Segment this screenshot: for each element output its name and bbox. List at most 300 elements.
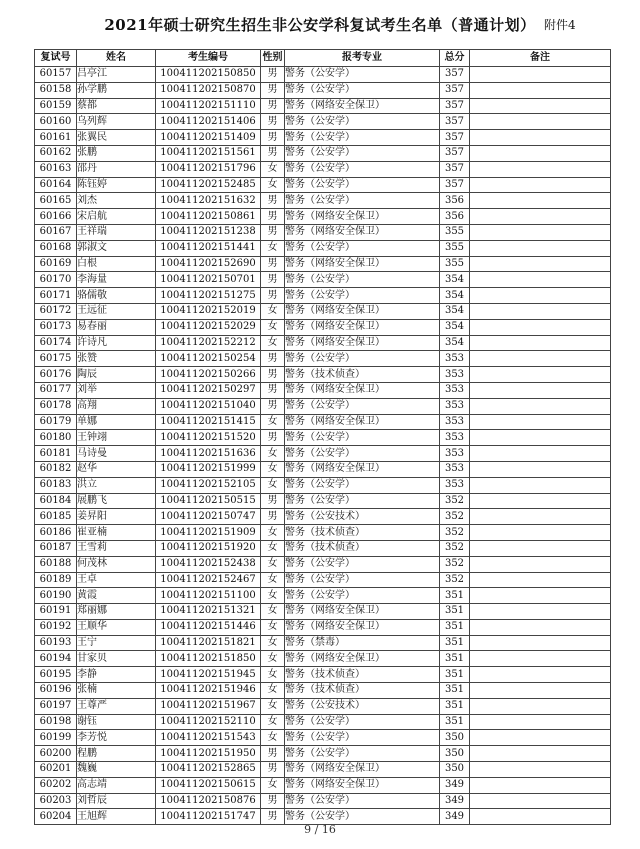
cell-major: 警务（公安学） bbox=[285, 67, 440, 83]
cell-major: 警务（公安学） bbox=[285, 351, 440, 367]
cell-major: 警务（公安学） bbox=[285, 793, 440, 809]
cell-exam-no: 60162 bbox=[35, 145, 77, 161]
table-row bbox=[35, 288, 611, 304]
cell-score: 354 bbox=[440, 272, 470, 288]
table-row bbox=[35, 556, 611, 572]
cell-gender: 男 bbox=[261, 98, 285, 114]
cell-score: 351 bbox=[440, 604, 470, 620]
cell-gender: 女 bbox=[261, 461, 285, 477]
cell-name: 黄霞 bbox=[77, 588, 156, 604]
cell-exam-no: 60204 bbox=[35, 809, 77, 825]
cell-gender: 男 bbox=[261, 351, 285, 367]
cell-major: 警务（网络安全保卫） bbox=[285, 777, 440, 793]
table-row bbox=[35, 114, 611, 130]
cell-candidate-id: 100411202151909 bbox=[156, 525, 261, 541]
table-row bbox=[35, 430, 611, 446]
cell-name: 王宁 bbox=[77, 635, 156, 651]
cell-remarks bbox=[470, 177, 611, 193]
cell-gender: 男 bbox=[261, 145, 285, 161]
cell-exam-no: 60169 bbox=[35, 256, 77, 272]
cell-score: 357 bbox=[440, 130, 470, 146]
header-name: 姓名 bbox=[77, 50, 156, 67]
table-row bbox=[35, 398, 611, 414]
cell-remarks bbox=[470, 288, 611, 304]
cell-score: 355 bbox=[440, 256, 470, 272]
cell-exam-no: 60190 bbox=[35, 588, 77, 604]
cell-candidate-id: 100411202151561 bbox=[156, 145, 261, 161]
cell-remarks bbox=[470, 67, 611, 83]
cell-name: 刘举 bbox=[77, 382, 156, 398]
cell-exam-no: 60172 bbox=[35, 303, 77, 319]
table-row bbox=[35, 446, 611, 462]
cell-name: 许诗凡 bbox=[77, 335, 156, 351]
cell-exam-no: 60176 bbox=[35, 367, 77, 383]
cell-major: 警务（公安学） bbox=[285, 556, 440, 572]
cell-remarks bbox=[470, 398, 611, 414]
cell-remarks bbox=[470, 430, 611, 446]
cell-remarks bbox=[470, 604, 611, 620]
cell-major: 警务（禁毒） bbox=[285, 635, 440, 651]
cell-major: 警务（公安学） bbox=[285, 446, 440, 462]
cell-remarks bbox=[470, 224, 611, 240]
cell-exam-no: 60200 bbox=[35, 746, 77, 762]
cell-remarks bbox=[470, 335, 611, 351]
cell-gender: 女 bbox=[261, 730, 285, 746]
cell-major: 警务（技术侦查） bbox=[285, 367, 440, 383]
cell-major: 警务（网络安全保卫） bbox=[285, 604, 440, 620]
cell-score: 353 bbox=[440, 430, 470, 446]
cell-candidate-id: 100411202152865 bbox=[156, 762, 261, 778]
cell-score: 352 bbox=[440, 493, 470, 509]
cell-remarks bbox=[470, 161, 611, 177]
cell-remarks bbox=[470, 540, 611, 556]
cell-gender: 女 bbox=[261, 161, 285, 177]
cell-exam-no: 60174 bbox=[35, 335, 77, 351]
cell-candidate-id: 100411202150850 bbox=[156, 67, 261, 83]
cell-remarks bbox=[470, 477, 611, 493]
cell-candidate-id: 100411202150515 bbox=[156, 493, 261, 509]
cell-major: 警务（公安学） bbox=[285, 240, 440, 256]
table-row bbox=[35, 82, 611, 98]
table-row bbox=[35, 667, 611, 683]
cell-score: 352 bbox=[440, 509, 470, 525]
table-row bbox=[35, 256, 611, 272]
table-row bbox=[35, 98, 611, 114]
cell-exam-no: 60185 bbox=[35, 509, 77, 525]
cell-score: 352 bbox=[440, 525, 470, 541]
cell-major: 警务（公安学） bbox=[285, 130, 440, 146]
cell-gender: 男 bbox=[261, 509, 285, 525]
cell-score: 357 bbox=[440, 67, 470, 83]
cell-remarks bbox=[470, 82, 611, 98]
cell-exam-no: 60178 bbox=[35, 398, 77, 414]
cell-name: 赵华 bbox=[77, 461, 156, 477]
cell-remarks bbox=[470, 446, 611, 462]
cell-score: 357 bbox=[440, 177, 470, 193]
table-row bbox=[35, 651, 611, 667]
cell-remarks bbox=[470, 303, 611, 319]
cell-gender: 男 bbox=[261, 288, 285, 304]
cell-exam-no: 60168 bbox=[35, 240, 77, 256]
cell-major: 警务（公安学） bbox=[285, 714, 440, 730]
cell-exam-no: 60189 bbox=[35, 572, 77, 588]
cell-remarks bbox=[470, 730, 611, 746]
cell-exam-no: 60170 bbox=[35, 272, 77, 288]
document-title: 2021年硕士研究生招生非公安学科复试考生名单（普通计划） bbox=[104, 16, 536, 34]
table-row bbox=[35, 730, 611, 746]
cell-candidate-id: 100411202152438 bbox=[156, 556, 261, 572]
cell-gender: 男 bbox=[261, 762, 285, 778]
cell-candidate-id: 100411202150861 bbox=[156, 209, 261, 225]
cell-name: 王旭辉 bbox=[77, 809, 156, 825]
cell-remarks bbox=[470, 193, 611, 209]
cell-name: 孙学鹏 bbox=[77, 82, 156, 98]
table-row bbox=[35, 540, 611, 556]
cell-name: 李静 bbox=[77, 667, 156, 683]
cell-name: 张翼民 bbox=[77, 130, 156, 146]
cell-gender: 女 bbox=[261, 240, 285, 256]
cell-score: 353 bbox=[440, 398, 470, 414]
cell-remarks bbox=[470, 793, 611, 809]
cell-candidate-id: 100411202151636 bbox=[156, 446, 261, 462]
cell-candidate-id: 100411202151999 bbox=[156, 461, 261, 477]
cell-name: 王顺华 bbox=[77, 619, 156, 635]
cell-gender: 女 bbox=[261, 651, 285, 667]
cell-name: 邵丹 bbox=[77, 161, 156, 177]
cell-gender: 女 bbox=[261, 777, 285, 793]
cell-gender: 男 bbox=[261, 256, 285, 272]
cell-score: 355 bbox=[440, 240, 470, 256]
cell-name: 易春丽 bbox=[77, 319, 156, 335]
cell-name: 郑丽娜 bbox=[77, 604, 156, 620]
table-row bbox=[35, 635, 611, 651]
cell-name: 蔡都 bbox=[77, 98, 156, 114]
table-header-row bbox=[35, 50, 611, 67]
cell-candidate-id: 100411202151543 bbox=[156, 730, 261, 746]
cell-remarks bbox=[470, 382, 611, 398]
cell-exam-no: 60199 bbox=[35, 730, 77, 746]
cell-gender: 女 bbox=[261, 667, 285, 683]
cell-candidate-id: 100411202151446 bbox=[156, 619, 261, 635]
cell-candidate-id: 100411202151946 bbox=[156, 683, 261, 699]
cell-major: 警务（网络安全保卫） bbox=[285, 319, 440, 335]
header-exam-no: 复试号 bbox=[35, 50, 77, 67]
cell-remarks bbox=[470, 588, 611, 604]
cell-name: 程鹏 bbox=[77, 746, 156, 762]
cell-exam-no: 60166 bbox=[35, 209, 77, 225]
cell-candidate-id: 100411202151747 bbox=[156, 809, 261, 825]
cell-exam-no: 60161 bbox=[35, 130, 77, 146]
cell-major: 警务（网络安全保卫） bbox=[285, 98, 440, 114]
cell-exam-no: 60181 bbox=[35, 446, 77, 462]
cell-score: 351 bbox=[440, 619, 470, 635]
cell-score: 353 bbox=[440, 461, 470, 477]
cell-gender: 女 bbox=[261, 177, 285, 193]
table-row bbox=[35, 367, 611, 383]
cell-remarks bbox=[470, 651, 611, 667]
cell-major: 警务（公安学） bbox=[285, 809, 440, 825]
cell-candidate-id: 100411202150747 bbox=[156, 509, 261, 525]
cell-exam-no: 60188 bbox=[35, 556, 77, 572]
cell-score: 353 bbox=[440, 351, 470, 367]
cell-candidate-id: 100411202151632 bbox=[156, 193, 261, 209]
table-row bbox=[35, 335, 611, 351]
cell-candidate-id: 100411202150615 bbox=[156, 777, 261, 793]
cell-remarks bbox=[470, 240, 611, 256]
table-row bbox=[35, 319, 611, 335]
cell-exam-no: 60180 bbox=[35, 430, 77, 446]
cell-gender: 女 bbox=[261, 635, 285, 651]
table-row bbox=[35, 461, 611, 477]
cell-score: 353 bbox=[440, 382, 470, 398]
cell-major: 警务（公安技术） bbox=[285, 509, 440, 525]
cell-exam-no: 60202 bbox=[35, 777, 77, 793]
cell-score: 352 bbox=[440, 572, 470, 588]
cell-score: 353 bbox=[440, 477, 470, 493]
cell-gender: 女 bbox=[261, 683, 285, 699]
cell-score: 351 bbox=[440, 714, 470, 730]
table-row bbox=[35, 619, 611, 635]
cell-score: 351 bbox=[440, 635, 470, 651]
cell-candidate-id: 100411202150266 bbox=[156, 367, 261, 383]
table-row bbox=[35, 588, 611, 604]
cell-name: 王雪莉 bbox=[77, 540, 156, 556]
cell-gender: 男 bbox=[261, 793, 285, 809]
cell-major: 警务（技术侦查） bbox=[285, 540, 440, 556]
cell-candidate-id: 100411202152212 bbox=[156, 335, 261, 351]
cell-exam-no: 60167 bbox=[35, 224, 77, 240]
cell-remarks bbox=[470, 256, 611, 272]
cell-major: 警务（公安学） bbox=[285, 193, 440, 209]
table-row bbox=[35, 272, 611, 288]
cell-gender: 女 bbox=[261, 698, 285, 714]
cell-exam-no: 60182 bbox=[35, 461, 77, 477]
cell-name: 宋启航 bbox=[77, 209, 156, 225]
cell-gender: 男 bbox=[261, 193, 285, 209]
cell-exam-no: 60187 bbox=[35, 540, 77, 556]
cell-remarks bbox=[470, 493, 611, 509]
table-row bbox=[35, 130, 611, 146]
cell-score: 353 bbox=[440, 446, 470, 462]
cell-exam-no: 60163 bbox=[35, 161, 77, 177]
cell-candidate-id: 100411202151520 bbox=[156, 430, 261, 446]
cell-remarks bbox=[470, 746, 611, 762]
cell-candidate-id: 100411202151945 bbox=[156, 667, 261, 683]
cell-exam-no: 60195 bbox=[35, 667, 77, 683]
cell-score: 351 bbox=[440, 683, 470, 699]
table-row bbox=[35, 224, 611, 240]
cell-exam-no: 60194 bbox=[35, 651, 77, 667]
cell-remarks bbox=[470, 461, 611, 477]
table-row bbox=[35, 525, 611, 541]
cell-remarks bbox=[470, 319, 611, 335]
cell-remarks bbox=[470, 556, 611, 572]
cell-gender: 女 bbox=[261, 525, 285, 541]
cell-name: 陶辰 bbox=[77, 367, 156, 383]
cell-candidate-id: 100411202152485 bbox=[156, 177, 261, 193]
header-remarks: 备注 bbox=[470, 50, 611, 67]
cell-gender: 男 bbox=[261, 493, 285, 509]
cell-remarks bbox=[470, 114, 611, 130]
cell-score: 349 bbox=[440, 809, 470, 825]
table-row bbox=[35, 746, 611, 762]
cell-name: 王远征 bbox=[77, 303, 156, 319]
cell-candidate-id: 100411202151441 bbox=[156, 240, 261, 256]
cell-remarks bbox=[470, 683, 611, 699]
cell-gender: 女 bbox=[261, 619, 285, 635]
cell-name: 张鹏 bbox=[77, 145, 156, 161]
cell-candidate-id: 100411202152690 bbox=[156, 256, 261, 272]
cell-name: 郭淑文 bbox=[77, 240, 156, 256]
cell-major: 警务（公安学） bbox=[285, 114, 440, 130]
cell-gender: 男 bbox=[261, 209, 285, 225]
cell-candidate-id: 100411202152019 bbox=[156, 303, 261, 319]
cell-name: 王卓 bbox=[77, 572, 156, 588]
cell-gender: 女 bbox=[261, 714, 285, 730]
cell-remarks bbox=[470, 572, 611, 588]
cell-candidate-id: 100411202151415 bbox=[156, 414, 261, 430]
cell-name: 何茂林 bbox=[77, 556, 156, 572]
cell-name: 白根 bbox=[77, 256, 156, 272]
cell-candidate-id: 100411202151796 bbox=[156, 161, 261, 177]
cell-remarks bbox=[470, 509, 611, 525]
cell-name: 马诗曼 bbox=[77, 446, 156, 462]
cell-major: 警务（公安学） bbox=[285, 398, 440, 414]
cell-score: 353 bbox=[440, 414, 470, 430]
cell-name: 谢钰 bbox=[77, 714, 156, 730]
cell-remarks bbox=[470, 714, 611, 730]
cell-gender: 男 bbox=[261, 67, 285, 83]
cell-exam-no: 60158 bbox=[35, 82, 77, 98]
cell-name: 张楠 bbox=[77, 683, 156, 699]
cell-exam-no: 60171 bbox=[35, 288, 77, 304]
cell-candidate-id: 100411202151238 bbox=[156, 224, 261, 240]
table-row bbox=[35, 572, 611, 588]
cell-score: 354 bbox=[440, 335, 470, 351]
cell-major: 警务（网络安全保卫） bbox=[285, 461, 440, 477]
cell-major: 警务（技术侦查） bbox=[285, 683, 440, 699]
cell-score: 357 bbox=[440, 114, 470, 130]
cell-remarks bbox=[470, 619, 611, 635]
cell-candidate-id: 100411202151275 bbox=[156, 288, 261, 304]
cell-remarks bbox=[470, 698, 611, 714]
cell-name: 王尊严 bbox=[77, 698, 156, 714]
table-row bbox=[35, 351, 611, 367]
cell-score: 350 bbox=[440, 762, 470, 778]
cell-remarks bbox=[470, 130, 611, 146]
cell-remarks bbox=[470, 762, 611, 778]
cell-name: 单娜 bbox=[77, 414, 156, 430]
cell-score: 350 bbox=[440, 730, 470, 746]
cell-name: 王钟翊 bbox=[77, 430, 156, 446]
table-row bbox=[35, 762, 611, 778]
cell-candidate-id: 100411202150701 bbox=[156, 272, 261, 288]
cell-score: 356 bbox=[440, 193, 470, 209]
header-gender: 性别 bbox=[261, 50, 285, 67]
cell-candidate-id: 100411202151409 bbox=[156, 130, 261, 146]
cell-major: 警务（网络安全保卫） bbox=[285, 382, 440, 398]
page-number: 9 / 16 bbox=[304, 823, 336, 836]
cell-score: 351 bbox=[440, 667, 470, 683]
cell-gender: 女 bbox=[261, 572, 285, 588]
cell-score: 354 bbox=[440, 288, 470, 304]
cell-gender: 男 bbox=[261, 367, 285, 383]
cell-gender: 女 bbox=[261, 414, 285, 430]
cell-candidate-id: 100411202151920 bbox=[156, 540, 261, 556]
cell-major: 警务（公安技术） bbox=[285, 698, 440, 714]
cell-gender: 男 bbox=[261, 809, 285, 825]
cell-candidate-id: 100411202150876 bbox=[156, 793, 261, 809]
cell-major: 警务（技术侦查） bbox=[285, 525, 440, 541]
cell-exam-no: 60198 bbox=[35, 714, 77, 730]
cell-remarks bbox=[470, 351, 611, 367]
cell-remarks bbox=[470, 145, 611, 161]
cell-major: 警务（公安学） bbox=[285, 145, 440, 161]
cell-candidate-id: 100411202151110 bbox=[156, 98, 261, 114]
cell-name: 陈钰婷 bbox=[77, 177, 156, 193]
cell-major: 警务（技术侦查） bbox=[285, 667, 440, 683]
cell-name: 甘家贝 bbox=[77, 651, 156, 667]
cell-candidate-id: 100411202151821 bbox=[156, 635, 261, 651]
cell-name: 乌列辉 bbox=[77, 114, 156, 130]
cell-exam-no: 60165 bbox=[35, 193, 77, 209]
cell-major: 警务（网络安全保卫） bbox=[285, 619, 440, 635]
table-row bbox=[35, 209, 611, 225]
cell-exam-no: 60183 bbox=[35, 477, 77, 493]
cell-exam-no: 60160 bbox=[35, 114, 77, 130]
cell-score: 351 bbox=[440, 588, 470, 604]
cell-candidate-id: 100411202152467 bbox=[156, 572, 261, 588]
cell-name: 吕亭江 bbox=[77, 67, 156, 83]
cell-major: 警务（公安学） bbox=[285, 272, 440, 288]
cell-remarks bbox=[470, 209, 611, 225]
cell-score: 356 bbox=[440, 209, 470, 225]
cell-major: 警务（公安学） bbox=[285, 82, 440, 98]
cell-exam-no: 60203 bbox=[35, 793, 77, 809]
cell-gender: 男 bbox=[261, 382, 285, 398]
cell-candidate-id: 100411202152110 bbox=[156, 714, 261, 730]
cell-score: 357 bbox=[440, 82, 470, 98]
cell-score: 354 bbox=[440, 319, 470, 335]
cell-exam-no: 60191 bbox=[35, 604, 77, 620]
cell-candidate-id: 100411202150870 bbox=[156, 82, 261, 98]
cell-remarks bbox=[470, 525, 611, 541]
table-row bbox=[35, 493, 611, 509]
table-row bbox=[35, 793, 611, 809]
cell-exam-no: 60193 bbox=[35, 635, 77, 651]
cell-major: 警务（网络安全保卫） bbox=[285, 209, 440, 225]
cell-remarks bbox=[470, 272, 611, 288]
cell-name: 李海量 bbox=[77, 272, 156, 288]
cell-name: 姜昇阳 bbox=[77, 509, 156, 525]
cell-exam-no: 60201 bbox=[35, 762, 77, 778]
cell-major: 警务（公安学） bbox=[285, 161, 440, 177]
cell-exam-no: 60179 bbox=[35, 414, 77, 430]
cell-score: 357 bbox=[440, 161, 470, 177]
cell-gender: 女 bbox=[261, 319, 285, 335]
cell-gender: 男 bbox=[261, 272, 285, 288]
cell-exam-no: 60186 bbox=[35, 525, 77, 541]
table-row bbox=[35, 698, 611, 714]
cell-candidate-id: 100411202150297 bbox=[156, 382, 261, 398]
cell-exam-no: 60159 bbox=[35, 98, 77, 114]
cell-gender: 男 bbox=[261, 82, 285, 98]
cell-name: 高翔 bbox=[77, 398, 156, 414]
cell-major: 警务（公安学） bbox=[285, 746, 440, 762]
cell-candidate-id: 100411202151040 bbox=[156, 398, 261, 414]
annex-label: 附件4 bbox=[544, 18, 576, 32]
cell-gender: 男 bbox=[261, 130, 285, 146]
